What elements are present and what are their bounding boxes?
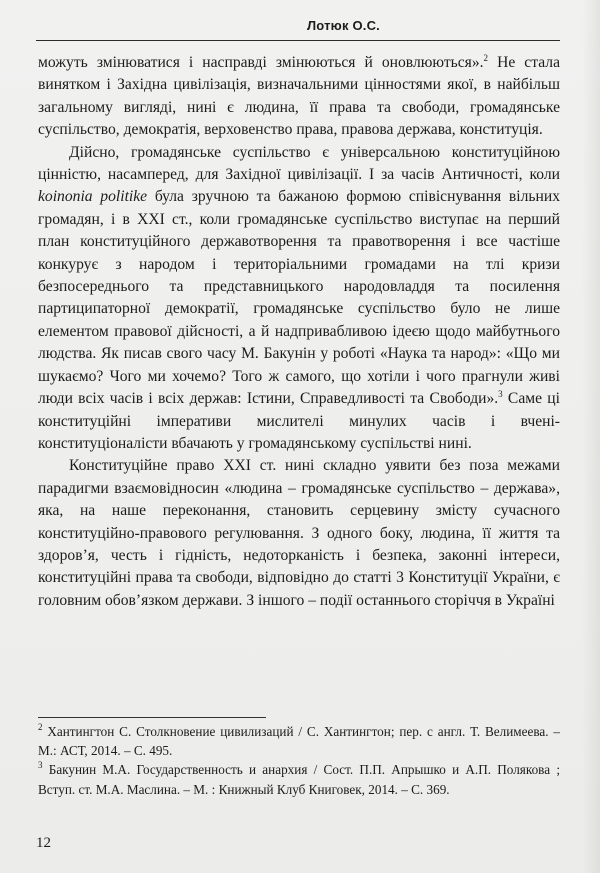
text-segment: була зручною та бажаною формою співіснування вільних громадян, і в XXI ст., коли громадянське суспільство виступає на перший план конституційного державотворення та правотворення і все частіше конкурує з народом і територіальними громадами на тлі кризи безпосереднього та представницького народовладдя та посилення партиципаторної демократії, громадянське суспільство було не лише елементом правової дійсності, а й надпривабливою ідеєю щодо майбутнього людства. Як писав свого часу М. Бакунін у роботі «Наука та народ»: «Що ми шукаємо? Чого ми хочемо? Того ж самого, що хотіли і чого прагнули живі люди всіх часів і всіх держав: Істини, Справедливості та Свободи». <box>38 188 560 408</box>
text-segment: Не стала винятком і Західна цивілізація, визначальними цінностями якої, в найбільш загальному вигляді, нині є людина, її права та свободи, громадянське суспільство, демократія, верховенство права, правова держава, конституція. <box>38 54 560 139</box>
spine-shadow <box>582 0 600 873</box>
footnote-3 <box>38 760 560 798</box>
text-segment: можуть змінюватися і насправді змінюються й оновлюються». <box>38 54 484 71</box>
paragraph-1 <box>38 52 560 142</box>
footnote-number: 2 <box>38 722 43 732</box>
latin-term: koinonia politike <box>38 188 148 206</box>
running-header <box>36 12 560 41</box>
text-segment: Саме ці конституційні імперативи мислителі минулих часів і вчені-конституціоналісти вбачають у громадянському суспільстві нині. <box>38 390 560 452</box>
footnote-text: Бакунин М.А. Государственность и анархия / Сост. П.П. Апрышко и А.П. Полякова ; Вступ. ст. М.А. Маслина. – М. : Книжный Клуб Книговек, 2014. – С. 369. <box>38 762 560 797</box>
header-author: Лотюк О.С. <box>306 18 380 33</box>
footnote-text: Хантингтон С. Столкновение цивилизаций / С. Хантингтон; пер. с англ. Т. Велимеева. – М.: АСТ, 2014. – С. 495. <box>38 724 560 759</box>
footnote-number: 3 <box>38 760 43 771</box>
footnotes <box>38 722 560 799</box>
footnote-2 <box>38 722 560 760</box>
footnote-ref-2[interactable]: 2 <box>483 53 489 63</box>
footnote-separator <box>38 717 266 718</box>
footnote-ref-3[interactable]: 3 <box>498 389 503 400</box>
paragraph-3 <box>38 455 560 612</box>
text-segment: Дійсно, громадянське суспільство є універсальною конституційною цінністю, насамперед, для Західної цивілізації. І за часів Античності, коли <box>38 143 560 184</box>
main-text <box>38 52 560 612</box>
paragraph-2 <box>38 142 560 456</box>
page-number: 12 <box>36 835 51 851</box>
text-segment: Конституційне право XXI ст. нині складно уявити без поза межами парадигми взаємовідносин «людина – громадянське суспільство – держава», яка, на наше переконання, становить серцевину змісту сучасного конституційно-правового регулювання. З одного боку, людина, її життя та здоров’я, честь і гідність, недоторканість і безпека, законні інтереси, конституційні права та свободи, відповідно до статті 3 Конституції України, є головним обов’язком держави. З іншого – події останнього сторіччя в Україні <box>38 457 560 609</box>
